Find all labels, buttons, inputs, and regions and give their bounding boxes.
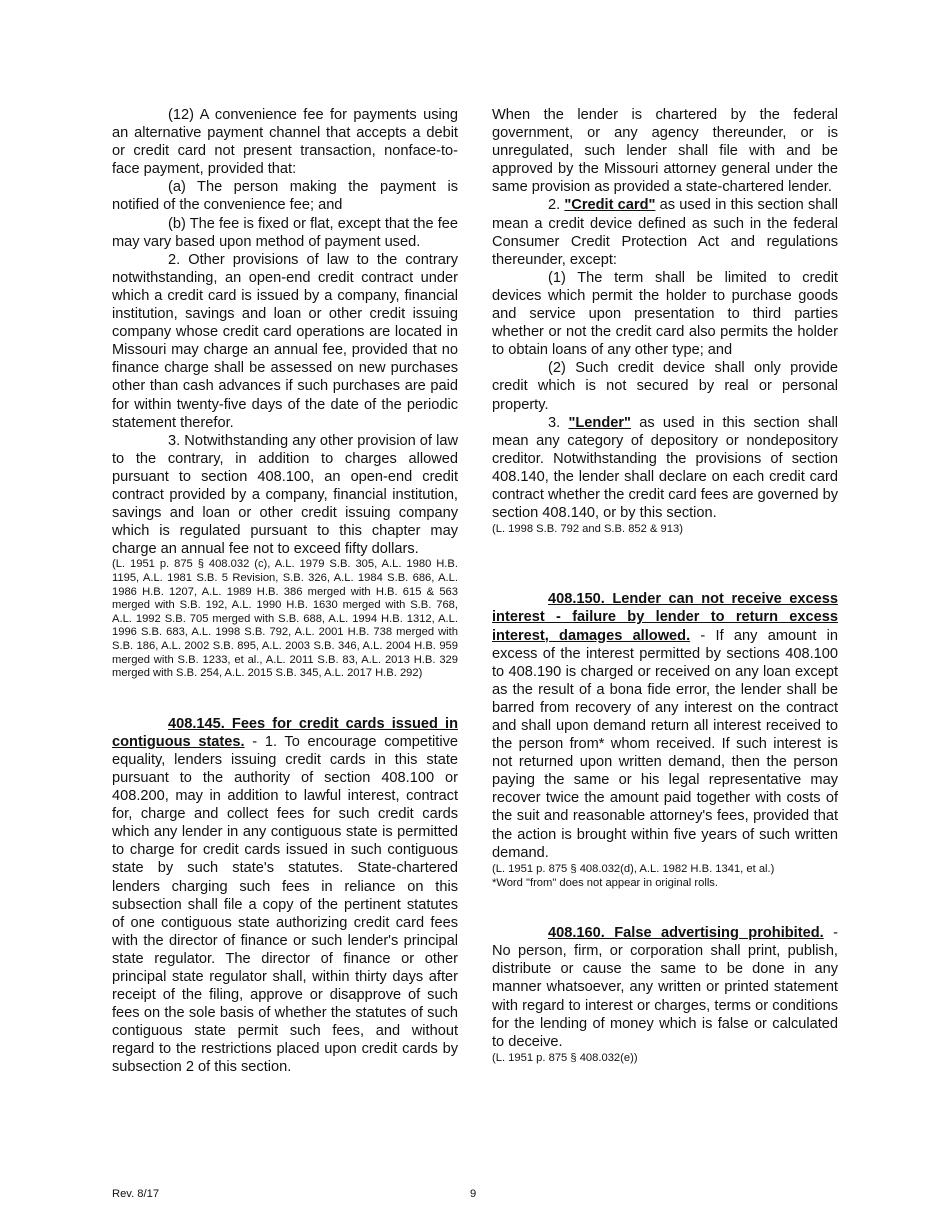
- paragraph-item-1: (1) The term shall be limited to credit devices which permit the holder to purchase goods and service upon presentation to third parties whether or not the credit card also permits the holder to obtain loans of any other type; and: [492, 269, 838, 359]
- section-408-150: [492, 590, 838, 861]
- footnote-word-from: *Word "from" does not appear in original rolls.: [492, 876, 719, 889]
- right-column: [492, 106, 838, 1065]
- section-body-408-150: - If any amount in excess of the interest permitted by sections 408.100 to 408.190 is charged or received on any loan except as the result of a bona fide error, the lender shall be barred from recovery of any interest on the contract and shall upon demand return all interest received to the person from* whom received. If such interest is not returned upon written demand, then the person paying the same or his legal representative may recover twice the amount paid together with costs of the suit and reasonable attorney's fees, provided that the action is brought within five years of such written demand.: [492, 627, 839, 861]
- paragraph-subsection-3: 3. Notwithstanding any other provision of law to the contrary, in addition to charges allowed pursuant to section 408.100, an open-end credit contract provided by a company, financial institution, savings and loan or other credit issuing company which is regulated pursuant to this chapter may charge an annual fee not to exceed fifty dollars.: [112, 432, 458, 558]
- history-note-408-160: (L. 1951 p. 875 § 408.032(e)): [492, 1051, 638, 1064]
- paragraph-credit-card-definition: 2. "Credit card" as used in this section shall mean a credit device defined as such in the federal Consumer Credit Protection Act and regulations thereunder, except:: [492, 197, 838, 268]
- paragraph-subsection-2: 2. Other provisions of law to the contrary notwithstanding, an open-end credit contract under which a credit card is issued by a company, financial institution, savings and loan or other credit issuing company whose credit card operations are located in Missouri may charge an annual fee, provided that no finance charge shall be assessed on new purchases other than cash advances if such purchases are paid for within twenty-five days of the date of the periodic statement therefor.: [112, 251, 458, 431]
- paragraph-federal-lender: When the lender is chartered by the federal government, or any agency thereunder, or is unregulated, such lender shall file with and be approved by the Missouri attorney general under the same provision as provided a state-chartered lender.: [492, 107, 838, 196]
- term-credit-card: "Credit card": [564, 197, 656, 214]
- section-body-408-160: - No person, firm, or corporation shall print, publish, distribute or cause the same to be done in any manner whatsoever, any written or printed statement with regard to interest or charges, terms or conditions for the lending of money which is false or calculated to deceive.: [492, 925, 838, 1050]
- revision-label: Rev. 8/17: [112, 1188, 160, 1200]
- paragraph-item-2: (2) Such credit device shall only provide credit which is not secured by real or personal property.: [492, 360, 838, 413]
- section-408-145: [112, 715, 458, 1077]
- paragraph-item-a: (a) The person making the payment is notified of the convenience fee; and: [112, 179, 458, 214]
- paragraph-item-b: (b) The fee is fixed or flat, except that the fee may vary based upon method of payment used.: [112, 215, 458, 250]
- term-lender: "Lender": [568, 414, 631, 431]
- paragraph-lender-definition: 3. "Lender" as used in this section shall mean any category of depository or nondepository creditor. Notwithstanding the provisions of section 408.140, the lender shall declare on each credit card contract whether the credit card fees are governed by section 408.140, or by this section.: [492, 414, 838, 522]
- history-note-408-140: (L. 1951 p. 875 § 408.032 (c), A.L. 1979 S.B. 305, A.L. 1980 H.B. 1195, A.L. 1981 S.B. 5 Revision, S.B. 326, A.L. 1984 S.B. 686, A.L. 1986 H.B. 1207, A.L. 1989 H.B. 386 merged with H.B. 615 & 563 merged with S.B. 192, A.L. 1990 H.B. 1630 merged with S.B. 768, A.L. 1992 S.B. 705 merged with S.B. 688, A.L. 1994 H.B. 1312, A.L. 1996 S.B. 683, A.L. 1998 S.B. 792, A.L. 2001 H.B. 738 merged with S.B. 186, A.L. 2002 S.B. 895, A.L. 2003 S.B. 346, A.L. 2004 H.B. 959 merged with S.B. 1233, et al., A.L. 2011 S.B. 83, A.L. 2013 H.B. 329 merged with S.B. 254, A.L. 2015 S.B. 345, A.L. 2017 H.B. 292): [112, 558, 458, 680]
- section-heading-408-150: 408.150. Lender can not receive excess interest - failure by lender to return excess interest, damages allowed.: [492, 591, 838, 644]
- section-408-160: [492, 924, 838, 1051]
- section-heading-408-160: 408.160. False advertising prohibited.: [548, 925, 824, 942]
- history-note-408-150: (L. 1951 p. 875 § 408.032(d), A.L. 1982 H.B. 1341, et al.): [492, 862, 775, 875]
- history-note-408-145: (L. 1998 S.B. 792 and S.B. 852 & 913): [492, 523, 683, 536]
- page-number: 9: [470, 1188, 477, 1200]
- section-body-408-145: - 1. To encourage competitive equality, lenders issuing credit cards in this state pursuant to the authority of section 408.100 or 408.200, may in addition to lawful interest, contract for, charge and collect fees for such credit cards which any lender in any contiguous state is permitted to charge for credit cards issued in such contiguous state by such state's statutes. State-chartered lenders charging such fees in reliance on this subsection shall file a copy of the pertinent statutes of one contiguous state authorizing credit card fees with the director of finance or such lender's principal state regulator. The director of finance or other principal state regulator shall, within thirty days after receipt of the filing, approve or disapprove of such fees on the sole basis of whether the statutes of such contiguous state permit such fees, and without regard to the restrictions placed upon credit cards by subsection 2 of this section.: [112, 733, 459, 1076]
- left-column: [112, 106, 458, 1077]
- section-heading-408-145: 408.145. Fees for credit cards issued in contiguous states.: [112, 715, 458, 750]
- paragraph-convenience-fee: (12) A convenience fee for payments using an alternative payment channel that accepts a debit or credit card not present transaction, nonface-to-face payment, provided that:: [112, 107, 458, 178]
